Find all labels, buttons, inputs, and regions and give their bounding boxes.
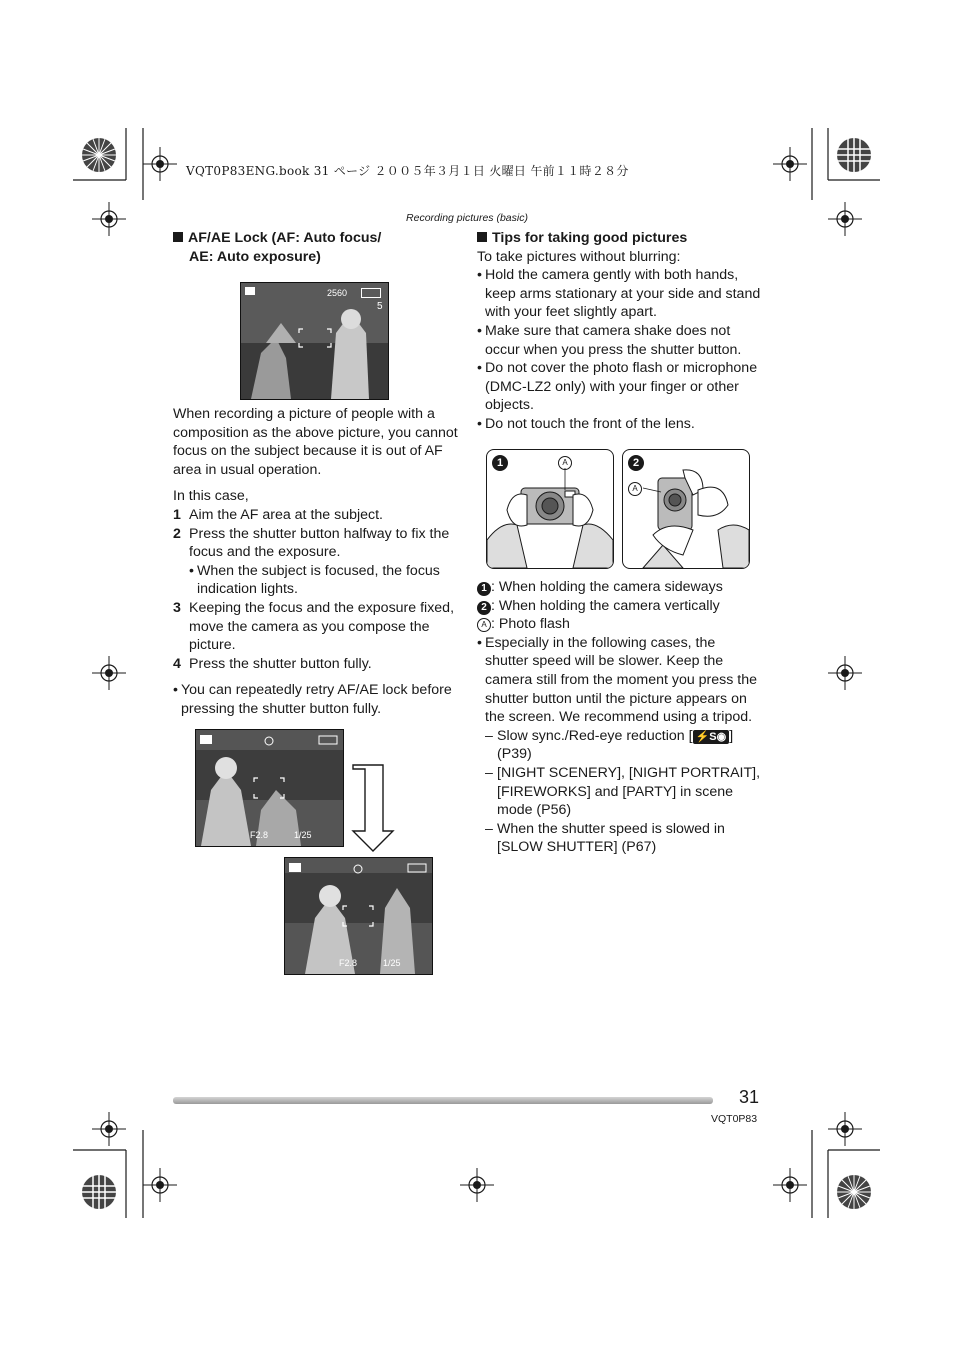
retry-note: • You can repeatedly retry AF/AE lock before pressing the shutter button fully. [173,682,452,717]
registration-target-bottom-left [79,1172,119,1212]
holding-sideways-illustration [486,449,614,569]
left-body [173,405,458,719]
crosshair-mark [828,1112,862,1146]
aperture-readout: F2.8 [339,958,358,968]
crosshair-mark [460,1168,494,1202]
step-item: 3 Keeping the focus and the exposure fixed, move the camera as you compose the picture. [173,599,455,654]
section-heading: Tips for taking good pictures [477,229,762,248]
aperture-readout: F2.8 [250,830,269,840]
shutter-readout: 1/25 [294,830,312,840]
crosshair-mark [828,656,862,690]
running-title: Recording pictures (basic) [406,212,528,224]
camera-screen-photo [240,282,389,400]
crosshair-mark [143,147,177,181]
tip-item: • Hold the camera gently with both hands, keep arms stationary at your side and stand with your feet slightly apart. [477,267,761,321]
crosshair-mark [773,147,807,181]
badge-1: 1 [492,455,508,471]
right-column [477,229,762,434]
intro-paragraph: When recording a picture of people with a composition as the above picture, you cannot focus on the subject because it is out of AF area in usual operation. [173,406,458,478]
slow-shutter-note: • Especially in the following cases, the shutter speed will be slower. Keep the camera still from the moment you press the shutter button until the picture appears on the screen. We recommend using a tripod. [477,634,758,726]
left-column [173,229,458,266]
step-sub-bullet: • When the subject is focused, the focus indication lights. [189,562,440,598]
resolution-readout: 2560 [327,288,348,298]
label-a: A [558,456,572,470]
battery-icon [361,288,381,298]
section-heading: AF/AE Lock (AF: Auto focus/ [173,229,458,248]
tips-intro: To take pictures without blurring: [477,248,681,265]
legend-item: 2 : When holding the camera vertically [477,597,762,616]
tip-item: • Do not cover the photo flash or microphone (DMC-LZ2 only) with your finger or other objects. [477,360,758,414]
legend-item: 1 : When holding the camera sideways [477,578,762,597]
camera-screen-photo-half-press [195,729,344,847]
step-item: 2 Press the shutter button halfway to fix the focus and the exposure. [173,525,450,561]
step-item: 4 Press the shutter button fully. [173,655,372,672]
crosshair-mark [92,656,126,690]
print-info: VQT0P83ENG.book 31 ページ ２００５年３月１日 火曜日 午前１１時２８分 [186,164,629,178]
crosshair-mark [143,1168,177,1202]
section-heading-cont: AE: Auto exposure) [189,248,321,265]
camera-screen-photo-recomposed [284,857,433,975]
registration-target-top-right [834,135,874,175]
down-arrow-icon [351,763,401,853]
remaining-count: 5 [377,301,383,312]
dash-item: – Slow sync./Red-eye reduction [ ⚡S◉ ] (P39) [485,727,734,763]
tip-item: • Do not touch the front of the lens. [477,415,695,432]
case-intro: In this case, [173,488,249,505]
shutter-readout: 1/25 [383,958,401,968]
dash-item: – [NIGHT SCENERY], [NIGHT PORTRAIT], [FIREWORKS] and [PARTY] in scene mode (P56) [485,764,761,819]
flash-slow-sync-icon: ⚡S◉ [693,730,730,744]
square-bullet-icon [173,232,183,242]
registration-target-top-left [79,135,119,175]
step-item: 1 Aim the AF area at the subject. [173,506,383,523]
dash-item: – When the shutter speed is slowed in [SLOW SHUTTER] (P67) [485,820,725,856]
square-bullet-icon [477,232,487,242]
page-number: 31 [739,1087,760,1107]
right-body [477,578,762,857]
crosshair-mark [773,1168,807,1202]
tip-item: • Make sure that camera shake does not occur when you press the shutter button. [477,322,742,358]
registration-target-bottom-right [834,1172,874,1212]
footer-bar [173,1097,713,1104]
document-id: VQT0P83 [711,1113,758,1125]
label-a: A [628,482,642,496]
crosshair-mark [92,1112,126,1146]
badge-2: 2 [628,455,644,471]
legend-item: A : Photo flash [477,615,762,634]
holding-vertically-illustration [622,449,750,569]
